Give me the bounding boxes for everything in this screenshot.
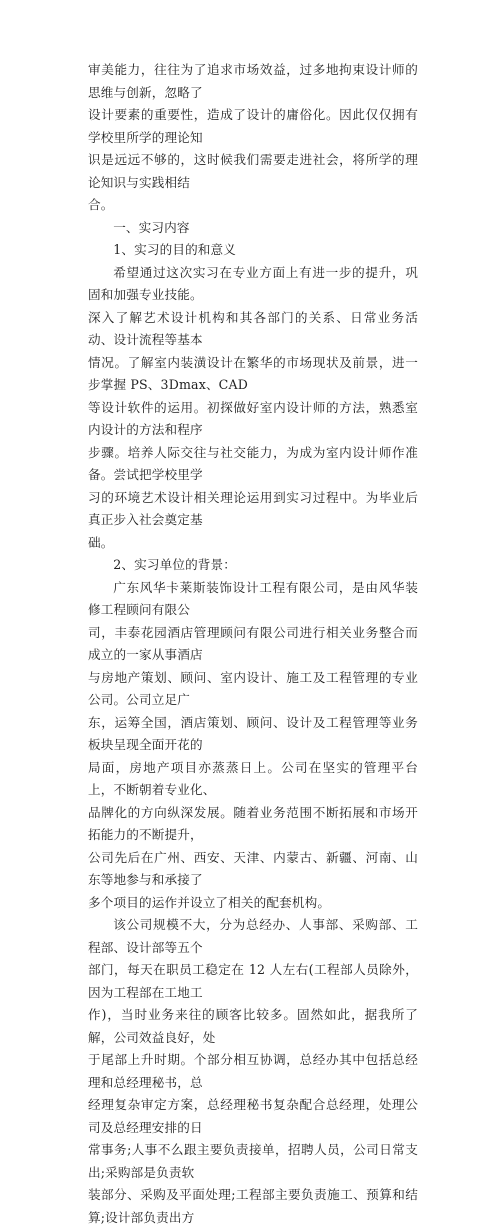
document-body (88, 59, 418, 1229)
text-line: 局面，房地产项目亦蒸蒸日上。公司在坚实的管理平台上，不断朝着专业化、 (88, 759, 418, 797)
text-line: 与房地产策划、顾问、室内设计、施工及工程管理的专业公司。公司立足广 (88, 669, 418, 707)
text-line: 步骤。培养人际交往与社交能力，为成为室内设计师作准备。尝试把学校里学 (88, 444, 418, 482)
subheading-background (88, 554, 418, 577)
text-line: 经理复杂审定方案，总经理秘书复杂配合总经理，处理公司及总经理安排的日 (88, 1097, 418, 1135)
text-line: 习的环境艺术设计相关理论运用到实习过程中。为毕业后真正步入社会奠定基 (88, 489, 418, 527)
text-line: 情况。了解室内装潢设计在繁华的市场现状及前景，进一步掌握 PS、3Dmax、CAD (88, 354, 418, 392)
paragraph-purpose (88, 262, 418, 555)
text-line: 于尾部上升时期。个部分相互协调，总经办其中包括总经理和总经理秘书，总 (88, 1052, 418, 1090)
text-line: 深入了解艺术设计机构和其各部门的关系、日常业务活动、设计流程等基本 (88, 309, 418, 347)
paragraph-intro-continuation (88, 59, 418, 217)
text-line: 公司先后在广州、西安、天津、内蒙古、新疆、河南、山东等地参与和承接了 (88, 849, 418, 887)
text-line: 常事务;人事不么跟主要负责接单，招聘人员，公司日常支出;采购部是负责软 (88, 1142, 418, 1180)
section-heading-internship-content (88, 217, 418, 240)
text-line: 识是远远不够的，这时候我们需要走进社会，将所学的理论知识与实践相结 (88, 152, 418, 190)
heading-text: 2、实习单位的背景： (113, 557, 237, 572)
text-line: 广东风华卡莱斯装饰设计工程有限公司，是由风华装修工程顾问有限公 (88, 579, 418, 617)
text-line: 希望通过这次实习在专业方面上有进一步的提升，巩固和加强专业技能。 (88, 264, 418, 302)
text-line: 东，运筹全国，酒店策划、顾问、设计及工程管理等业务板块呈现全面开花的 (88, 714, 418, 752)
text-line: 础。 (88, 534, 114, 550)
text-line: 多个项目的运作并设立了相关的配套机构。 (88, 894, 331, 910)
text-line: 设计要素的重要性，造成了设计的庸俗化。因此仅仅拥有学校里所学的理论知 (88, 107, 418, 145)
text-line: 装部分、采购及平面处理;工程部主要负责施工、预算和结算;设计部负责出方 (88, 1187, 418, 1225)
text-line: 等设计软件的运用。初探做好室内设计师的方法，熟悉室内设计的方法和程序 (88, 399, 418, 437)
text-line: 合。 (88, 197, 114, 212)
text-line: 审美能力，往往为了追求市场效益，过多地拘束设计师的思维与创新，忽略了 (88, 62, 418, 100)
paragraph-company-background (88, 577, 418, 915)
text-line: 该公司规模不大，分为总经办、人事部、采购部、工程部、设计部等五个 (88, 917, 418, 955)
text-line: 作)，当时业务来往的顾客比较多。固然如此，据我所了解，公司效益良好，处 (88, 1007, 418, 1045)
text-line: 品牌化的方向纵深发展。随着业务范围不断拓展和市场开拓能力的不断提升， (88, 804, 418, 842)
paragraph-company-structure (88, 914, 418, 1229)
subheading-purpose (88, 239, 418, 262)
heading-text: 一、实习内容 (113, 219, 190, 235)
text-line: 部门，每天在职员工稳定在 12 人左右(工程部人员除外，因为工程部在工地工 (88, 962, 418, 1000)
heading-text: 1、实习的目的和意义 (113, 242, 237, 257)
text-line: 司，丰泰花园酒店管理顾问有限公司进行相关业务整合而成立的一家从事酒店 (88, 624, 418, 662)
